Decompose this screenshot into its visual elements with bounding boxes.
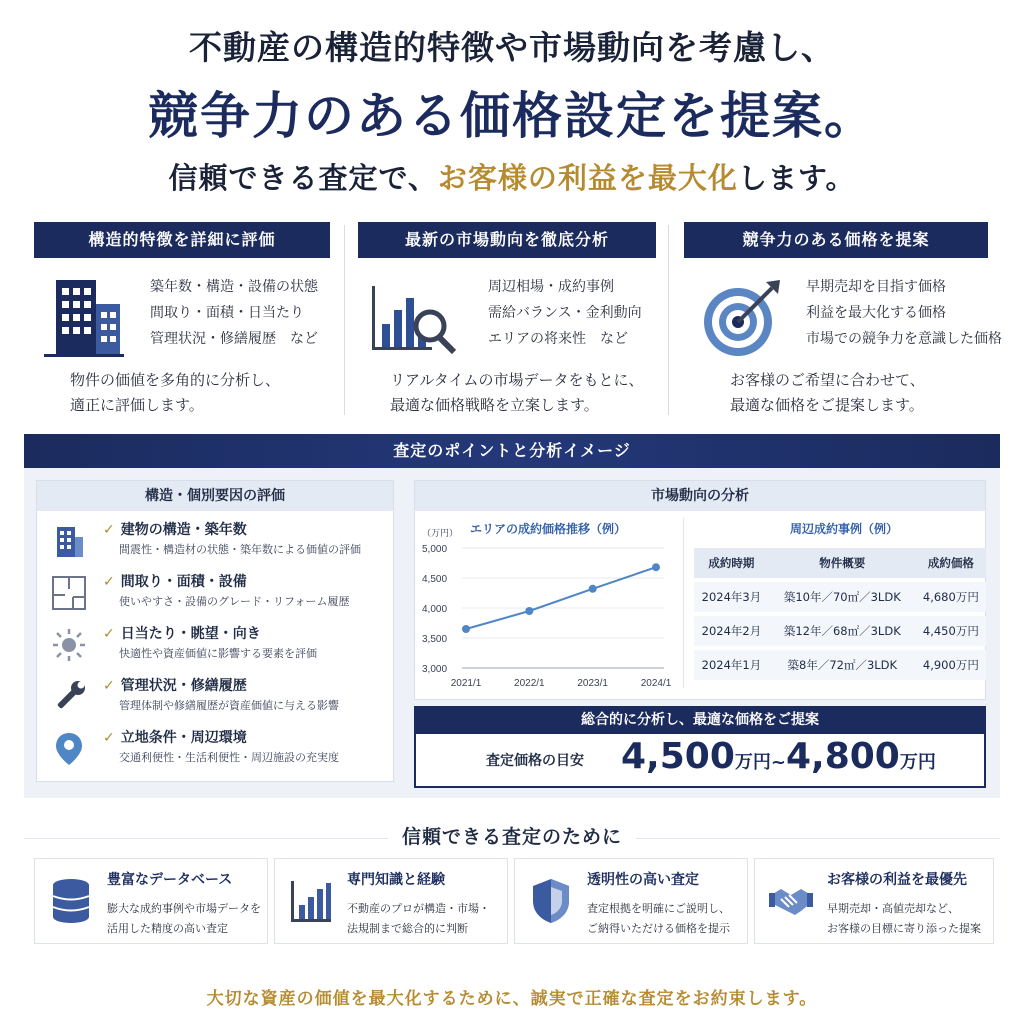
total-estimate-box — [414, 734, 986, 788]
divider — [668, 225, 669, 415]
feature-market-items — [488, 274, 642, 352]
table-cell: 2024年3月 — [694, 582, 769, 612]
factor-desc: 交通利便性・生活利便性・周辺施設の充実度 — [119, 751, 339, 764]
trust-section-title-text: 信頼できる査定のために — [388, 826, 636, 848]
table-cell: 築8年／72㎡／3LDK — [769, 650, 916, 680]
trust-card-expertise — [274, 858, 508, 944]
trust-card-desc-line: 膨大な成約事例や市場データを — [107, 902, 261, 915]
y-tick-label: 3,000 — [422, 664, 448, 675]
factor-title-text: 建物の構造・築年数 — [120, 522, 247, 538]
x-tick-label: 2023/1 — [577, 678, 608, 689]
trust-card-desc-line: 法規制まで総合的に判断 — [347, 922, 468, 935]
table-cell: 築12年／68㎡／3LDK — [769, 616, 916, 646]
target-icon — [700, 278, 784, 362]
factor-title — [103, 727, 247, 747]
trust-card-database — [34, 858, 268, 944]
bar-chart-magnifier-icon — [368, 280, 468, 360]
factor-title-text: 立地条件・周辺環境 — [120, 730, 247, 746]
trust-card-desc — [827, 899, 981, 939]
y-tick-label: 4,000 — [422, 604, 448, 615]
check-icon: ✓ — [103, 626, 115, 642]
factor-row — [51, 519, 401, 571]
factor-title-text: 間取り・面積・設備 — [120, 574, 247, 590]
table-row — [694, 616, 986, 646]
feature-item: 市場での競争力を意識した価格 — [806, 331, 1002, 347]
total-estimate-value — [621, 736, 936, 777]
headline-line1: 不動産の構造的特徴や市場動向を考慮し、 — [189, 28, 835, 67]
factor-row — [51, 571, 401, 623]
trust-card-desc-line: 早期売却・高値売却など、 — [827, 902, 959, 915]
x-tick-label: 2022/1 — [514, 678, 545, 689]
factor-title-text: 日当たり・眺望・向き — [120, 626, 261, 642]
market-panel-title: 市場動向の分析 — [415, 481, 985, 511]
headline-line3 — [0, 156, 1024, 197]
data-point — [652, 563, 660, 571]
check-icon: ✓ — [103, 730, 115, 746]
table-cell: 築10年／70㎡／3LDK — [769, 582, 916, 612]
feature-market — [358, 222, 678, 422]
sun-icon — [51, 627, 87, 663]
table-cell: 4,680万円 — [916, 582, 986, 612]
feature-structure-title: 構造的特徴を詳細に評価 — [34, 222, 330, 258]
trust-card-desc-line: 活用した精度の高い査定 — [107, 922, 228, 935]
chart-title: エリアの成約価格推移（例） — [470, 522, 627, 536]
table-row — [694, 582, 986, 612]
feature-market-desc — [390, 368, 644, 418]
data-point — [589, 585, 597, 593]
feature-desc-line: お客様のご希望に合わせて、 — [730, 371, 925, 389]
factor-desc: 快適性や資産価値に影響する要素を評価 — [119, 647, 317, 660]
shield-icon — [529, 877, 573, 925]
feature-desc-line: 適正に評価します。 — [70, 396, 204, 414]
feature-item: 早期売却を目指す価格 — [806, 279, 946, 295]
trust-section-title — [0, 822, 1024, 849]
feature-desc-line: 最適な価格戦略を立案します。 — [390, 396, 599, 414]
building-icon — [51, 523, 87, 559]
factor-title — [103, 519, 247, 539]
trust-card-customer-first — [754, 858, 994, 944]
feature-structure — [34, 222, 354, 422]
check-icon: ✓ — [103, 678, 115, 694]
factors-panel-title: 構造・個別要因の評価 — [37, 481, 393, 511]
y-axis-unit-label: （万円） — [422, 528, 459, 538]
total-unit: 万円~ — [734, 752, 786, 773]
feature-item: 周辺相場・成約事例 — [488, 279, 614, 295]
x-tick-label: 2024/1 — [640, 678, 672, 689]
factor-title-text: 管理状況・修繕履歴 — [120, 678, 247, 694]
data-point — [525, 607, 533, 615]
y-tick-label: 3,500 — [422, 634, 448, 645]
wrench-icon — [51, 679, 87, 715]
check-icon: ✓ — [103, 574, 115, 590]
price-trend-chart — [414, 520, 684, 698]
table-cell: 2024年1月 — [694, 650, 769, 680]
feature-price-items — [806, 274, 1002, 352]
trust-card-desc-line: ご納得いただける価格を提示 — [587, 922, 730, 935]
headline-line3-c: します。 — [737, 161, 856, 195]
factor-row — [51, 727, 401, 779]
factor-row — [51, 675, 401, 727]
feature-desc-line: リアルタイムの市場データをもとに、 — [390, 371, 644, 389]
factor-row — [51, 623, 401, 675]
table-row — [694, 650, 986, 680]
feature-price — [684, 222, 1004, 422]
feature-desc-line: 最適な価格をご提案します。 — [730, 396, 924, 414]
table-header-row — [694, 548, 986, 578]
bar-chart-icon — [289, 877, 333, 925]
total-unit: 万円 — [899, 752, 936, 773]
feature-item: エリアの将来性 など — [488, 331, 628, 347]
factor-desc: 使いやすさ・設備のグレード・リフォーム履歴 — [119, 595, 350, 608]
factor-title — [103, 675, 247, 695]
data-point — [462, 625, 470, 633]
factors-panel — [36, 480, 394, 782]
factor-desc: 管理体制や修繕履歴が資産価値に与える影響 — [119, 699, 339, 712]
feature-structure-desc — [70, 368, 280, 418]
trust-card-title: 専門知識と経験 — [347, 872, 445, 888]
feature-market-title: 最新の市場動向を徹底分析 — [358, 222, 656, 258]
y-tick-label: 5,000 — [422, 544, 448, 555]
series-line — [466, 567, 656, 629]
trust-card-title: 豊富なデータベース — [107, 872, 233, 888]
x-tick-label: 2021/1 — [450, 678, 482, 689]
feature-price-desc — [730, 368, 925, 418]
feature-item: 間取り・面積・日当たり — [150, 305, 304, 321]
trust-card-transparency — [514, 858, 748, 944]
deals-table-title: 周辺成約事例（例） — [790, 522, 899, 536]
trust-card-desc-line: 査定根拠を明確にご説明し、 — [587, 902, 730, 915]
factor-desc: 間震性・構造材の状態・築年数による価値の評価 — [119, 543, 361, 556]
headline-main: 競争力のある価格設定を提案。 — [148, 86, 876, 145]
handshake-icon — [769, 877, 813, 925]
divider — [683, 518, 684, 688]
divider — [344, 225, 345, 415]
deals-table — [694, 544, 986, 684]
table-header: 成約時期 — [694, 548, 769, 578]
total-estimate-label: 査定価格の目安 — [486, 753, 584, 769]
location-pin-icon — [51, 731, 87, 767]
feature-structure-items — [150, 274, 318, 352]
y-tick-label: 4,500 — [422, 574, 448, 585]
feature-item: 需給バランス・金利動向 — [488, 305, 642, 321]
trust-card-desc — [587, 899, 730, 939]
floorplan-icon — [51, 575, 87, 611]
trust-card-title: 透明性の高い査定 — [587, 872, 699, 888]
feature-item: 利益を最大化する価格 — [806, 305, 946, 321]
table-header: 成約価格 — [916, 548, 986, 578]
factor-title — [103, 571, 247, 591]
trust-card-desc-line: お客様の目標に寄り添った提案 — [827, 922, 981, 935]
trust-card-desc — [347, 899, 490, 939]
total-low: 4,500 — [621, 736, 735, 777]
headline-line3-a: 信頼できる査定で、 — [168, 161, 438, 195]
factor-title — [103, 623, 261, 643]
feature-item: 築年数・構造・設備の状態 — [150, 279, 318, 295]
table-cell: 4,450万円 — [916, 616, 986, 646]
feature-price-title: 競争力のある価格を提案 — [684, 222, 988, 258]
total-proposal-bar: 総合的に分析し、最適な価格をご提案 — [414, 706, 986, 734]
trust-card-title: お客様の利益を最優先 — [827, 872, 967, 888]
feature-item: 管理状況・修繕履歴 など — [150, 331, 318, 347]
total-high: 4,800 — [785, 736, 900, 777]
table-header: 物件概要 — [769, 548, 916, 578]
building-icon — [42, 274, 126, 358]
trust-card-desc — [107, 899, 261, 939]
headline-line3-highlight: お客様の利益を最大化 — [437, 161, 738, 195]
feature-desc-line: 物件の価値を多角的に分析し、 — [70, 371, 281, 389]
table-cell: 4,900万円 — [916, 650, 986, 680]
analysis-section-title: 査定のポイントと分析イメージ — [24, 434, 1000, 468]
check-icon: ✓ — [103, 522, 115, 538]
trust-card-desc-line: 不動産のプロが構造・市場・ — [347, 902, 490, 915]
table-cell: 2024年2月 — [694, 616, 769, 646]
database-icon — [49, 877, 93, 925]
footer-message: 大切な資産の価値を最大化するために、誠実で正確な査定をお約束します。 — [206, 989, 818, 1009]
